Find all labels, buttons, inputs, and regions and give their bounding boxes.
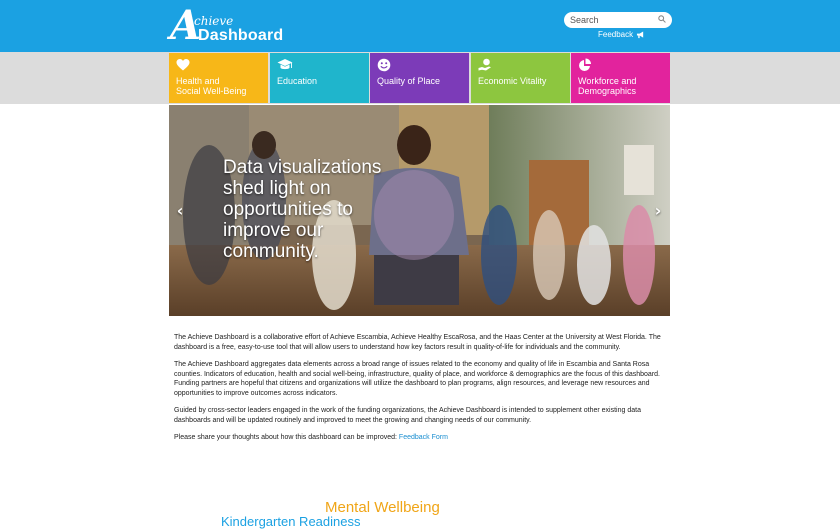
- section-heading-mental-wellbeing: Mental Wellbeing: [325, 499, 440, 516]
- intro-paragraph-1: The Achieve Dashboard is a collaborative effort of Achieve Escambia, Achieve Healthy EscaRosa, and the Haas Center at the University at West Florida. The dashboard is a free, easy-to-use tool that will allow users to understand how key factors result in quality-of-life for individuals and the community.: [174, 334, 661, 351]
- search-icon[interactable]: [658, 15, 666, 23]
- feedback-prompt: [174, 433, 666, 443]
- site-header: [0, 0, 840, 52]
- tile-education[interactable]: [270, 53, 369, 103]
- feedback-prompt-text: Please share your thoughts about how this dashboard can be improved:: [174, 434, 399, 441]
- smiley-icon: [377, 58, 391, 72]
- intro-text: [174, 333, 666, 451]
- achieve-dashboard-logo[interactable]: [170, 2, 284, 49]
- tile-label: Health and Social Well-Being: [176, 76, 247, 96]
- tile-economic-vitality[interactable]: [471, 53, 570, 103]
- pie-chart-icon: [578, 58, 592, 72]
- search-box: [564, 12, 672, 28]
- tile-label: Workforce and Demographics: [578, 76, 637, 96]
- tile-health-social-wellbeing[interactable]: [169, 53, 268, 103]
- carousel-prev-button[interactable]: ‹: [176, 201, 184, 220]
- tile-label: Economic Vitality: [478, 76, 547, 86]
- megaphone-icon: [636, 31, 645, 39]
- logo-achieve-text: chieve: [194, 14, 234, 28]
- logo-mark: A: [170, 2, 202, 49]
- section-heading-partial: Kindergarten Readiness: [221, 514, 361, 529]
- tile-label: Education: [277, 76, 318, 86]
- heart-icon: [176, 58, 190, 72]
- feedback-form-link[interactable]: Feedback Form: [398, 434, 448, 441]
- feedback-link[interactable]: [598, 30, 645, 39]
- money-hand-icon: [478, 58, 492, 72]
- tile-label: Quality of Place: [377, 76, 441, 86]
- hero-headline: Data visualizations shed light on opportunities to improve our community.: [223, 157, 382, 262]
- logo-dashboard-text: Dashboard: [198, 27, 284, 44]
- tile-quality-of-place[interactable]: [370, 53, 469, 103]
- graduation-cap-icon: [277, 58, 293, 72]
- intro-paragraph-2: The Achieve Dashboard aggregates data elements across a broad range of issues related to the economy and quality of life in Escambia and Santa Rosa counties. Indicators of education, health and social well-being, infrastructure, quality of place, and workforce & demographics are the focus of this dashboard. Funding partners are hopeful that citizens and organizations will utilize the dashboard to plan programs, align resources, and leverage new resources and opportunities to improve outcomes across indicators.: [174, 361, 660, 397]
- intro-paragraph-3: Guided by cross-sector leaders engaged in the work of the funding organizations, the Achieve Dashboard is intended to supplement other existing data dashboards and will be updated routinely and improved to meet the growing and changing needs of our community.: [174, 407, 641, 424]
- search-input[interactable]: [570, 13, 654, 27]
- hero-carousel: [169, 105, 670, 316]
- carousel-next-button[interactable]: ›: [654, 201, 662, 220]
- tile-workforce-demographics[interactable]: [571, 53, 670, 103]
- feedback-label: Feedback: [598, 30, 634, 39]
